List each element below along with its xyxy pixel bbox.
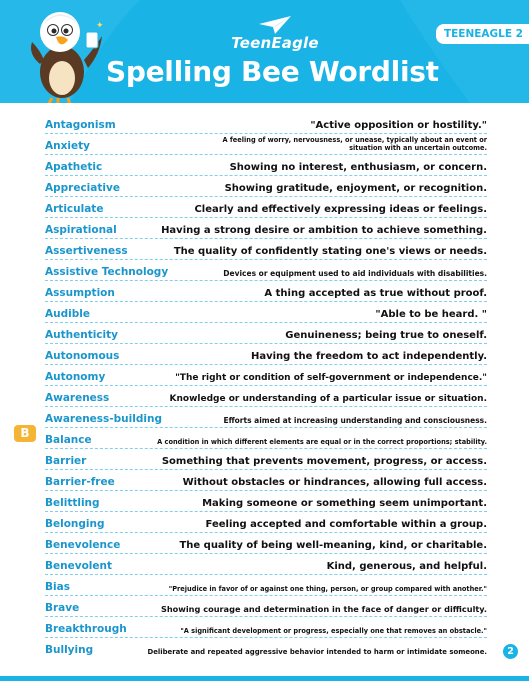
level-badge: TEENEAGLE 2: [436, 24, 529, 44]
entry-word: Barrier: [45, 455, 87, 467]
list-item: [45, 595, 487, 617]
entry-word: Belittling: [45, 497, 100, 509]
entry-definition: Showing courage and determination in the face of danger or difficulty.: [160, 604, 487, 614]
entry-definition: Clearly and effectively expressing ideas or feelings.: [194, 204, 487, 215]
list-item: [45, 385, 487, 407]
page-title: Spelling Bee Wordlist: [106, 55, 439, 88]
list-item: [45, 238, 487, 260]
entry-word: Barrier-free: [45, 476, 115, 488]
entry-definition: The quality of being well-meaning, kind, or charitable.: [179, 540, 487, 551]
entry-definition: Showing gratitude, enjoyment, or recognition.: [224, 183, 487, 194]
list-item: [45, 616, 487, 638]
list-item: [45, 490, 487, 512]
entry-word: Balance: [45, 434, 92, 446]
entry-definition: Devices or equipment used to aid individuals with disabilities.: [223, 269, 487, 278]
list-item: [45, 175, 487, 197]
entry-definition: Something that prevents movement, progress, or access.: [161, 456, 487, 467]
list-item: [45, 217, 487, 239]
entry-definition: Efforts aimed at increasing understanding and consciousness.: [223, 416, 487, 425]
paper-plane-icon: [257, 14, 293, 36]
entry-word: Assistive Technology: [45, 266, 169, 278]
list-item: [45, 637, 487, 658]
entry-word: Brave: [45, 602, 80, 614]
entry-definition: Kind, generous, and helpful.: [326, 561, 487, 572]
list-item: [45, 364, 487, 386]
entry-definition: The quality of confidently stating one's views or needs.: [173, 246, 487, 257]
list-item: [45, 553, 487, 575]
entry-word: Assertiveness: [45, 245, 128, 257]
entry-definition: Without obstacles or hindrances, allowing full access.: [182, 477, 487, 488]
list-item: [45, 259, 487, 281]
entry-word: Bias: [45, 581, 70, 593]
entry-definition: Making someone or something seem unimportant.: [202, 498, 487, 509]
entry-word: Autonomous: [45, 350, 120, 362]
svg-text:✦: ✦: [96, 21, 104, 31]
entry-definition: Deliberate and repeated aggressive behavior intended to harm or intimidate someone.: [147, 648, 487, 656]
entry-word: Aspirational: [45, 224, 117, 236]
brand-lockup: [180, 14, 370, 52]
entry-definition: "The right or condition of self-government or independence.": [175, 373, 487, 383]
page-header: [0, 0, 529, 103]
entry-word: Belonging: [45, 518, 105, 530]
entry-word: Autonomy: [45, 371, 106, 383]
list-item: [45, 469, 487, 491]
entry-word: Benevolence: [45, 539, 121, 551]
list-item: [45, 574, 487, 596]
entry-word: Anxiety: [45, 140, 90, 152]
list-item: [45, 301, 487, 323]
entry-word: Authenticity: [45, 329, 118, 341]
list-item: [45, 532, 487, 554]
entry-word: Audible: [45, 308, 90, 320]
entry-definition: Having the freedom to act independently.: [250, 351, 487, 362]
entry-word: Apathetic: [45, 161, 103, 173]
entry-word: Assumption: [45, 287, 115, 299]
entry-word: Appreciative: [45, 182, 120, 194]
list-item: [45, 196, 487, 218]
entry-definition: A thing accepted as true without proof.: [264, 288, 487, 299]
entry-definition: Knowledge or understanding of a particular issue or situation.: [169, 394, 487, 404]
entry-word: Benevolent: [45, 560, 112, 572]
list-item: [45, 133, 487, 155]
entry-definition: "Able to be heard. ": [375, 309, 487, 320]
entry-definition: "Prejudice in favor of or against one thing, person, or group compared with another.": [168, 585, 487, 593]
section-letter-badge: B: [14, 425, 36, 442]
list-item: [45, 427, 487, 449]
page-number: 2: [503, 644, 518, 659]
entry-word: Antagonism: [45, 119, 116, 131]
entry-word: Awareness: [45, 392, 110, 404]
list-item: [45, 280, 487, 302]
entry-definition: Genuineness; being true to oneself.: [285, 330, 487, 341]
entry-word: Articulate: [45, 203, 104, 215]
list-item: [45, 112, 487, 134]
list-item: [45, 406, 487, 428]
entry-definition: A condition in which different elements are equal or in the correct proportions; stability.: [157, 438, 487, 446]
brand-name: TeenEagle: [231, 34, 319, 52]
eagle-mascot-icon: [22, 2, 110, 103]
entry-definition: A feeling of worry, nervousness, or unease, typically about an event or situation with an uncertain outcome.: [222, 136, 487, 152]
list-item: [45, 511, 487, 533]
entry-definition: Feeling accepted and comfortable within a group.: [205, 519, 487, 530]
entry-definition: "A significant development or progress, especially one that removes an obstacle.": [180, 627, 487, 635]
entry-word: Breakthrough: [45, 623, 127, 635]
list-item: [45, 448, 487, 470]
footer-bar: [0, 676, 529, 681]
entry-definition: Showing no interest, enthusiasm, or concern.: [229, 162, 487, 173]
entry-word: Bullying: [45, 644, 94, 656]
entry-word: Awareness-building: [45, 413, 162, 425]
list-item: [45, 154, 487, 176]
list-item: [45, 343, 487, 365]
list-item: [45, 322, 487, 344]
entry-definition: "Active opposition or hostility.": [310, 120, 487, 131]
entry-definition: Having a strong desire or ambition to achieve something.: [161, 225, 487, 236]
